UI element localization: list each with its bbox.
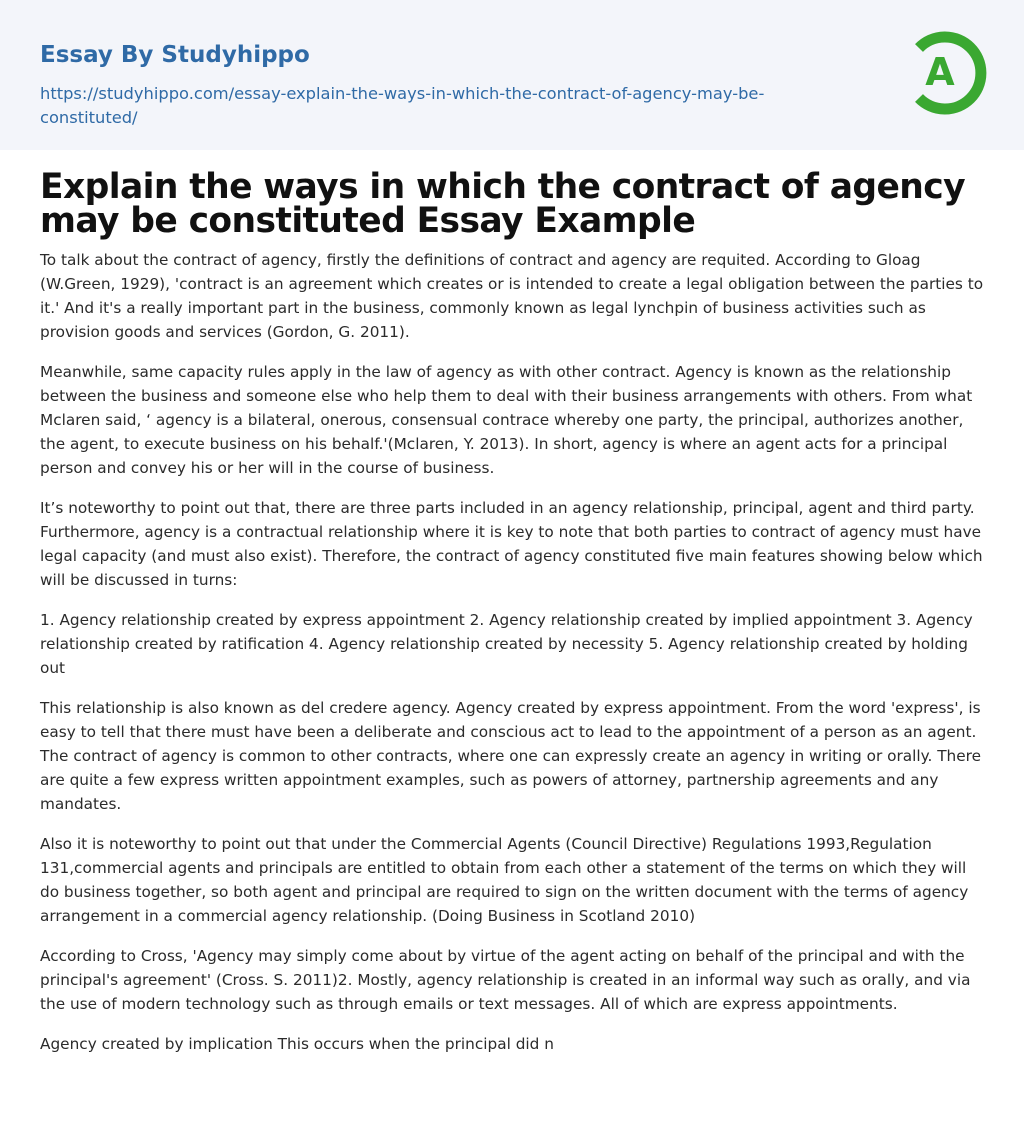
essay-title: [40, 167, 990, 241]
essay-content: [40, 167, 990, 1072]
essay-paragraph-6: Also it is noteworthy to point out that under the Commercial Agents (Council Directive) Regulations 1993,Regulation 131,commercial agents and principals are entitled to obtain from each other a statement of the terms on which they will do business together, so both agent and principal are required to sign on the written document with the terms of agency arrangement in a commercial agency relationship. (Doing Business in Scotland 2010): [40, 835, 969, 925]
essay-title-line-2: may be constituted Essay Example: [40, 201, 696, 241]
url-line-2: constituted/: [40, 108, 138, 127]
essay-paragraph-2: Meanwhile, same capacity rules apply in the law of agency as with other contract. Agency is known as the relationship between the business and someone else who help them to deal with their business arrangements with others. From what Mclaren said, ‘ agency is a bilateral, onerous, consensual contrace whereby one party, the principal, authorizes another, the agent, to execute business on his behalf.'(Mclaren, Y. 2013). In short, agency is where an agent acts for a principal person and convey his or her will in the course of business.: [40, 363, 973, 477]
essay-paragraph-5: This relationship is also known as del credere agency. Agency created by express appointment. From the word 'express', is easy to tell that there must have been a deliberate and conscious act to lead to the appointment of a person as an agent. The contract of agency is common to other contracts, where one can expressly create an agency in writing or orally. There are quite a few express written appointment examples, such as powers of attorney, partnership agreements and any mandates.: [40, 699, 982, 813]
essay-paragraph-8: Agency created by implication This occurs when the principal did n: [40, 1035, 554, 1053]
essay-paragraph-3: It’s noteworthy to point out that, there are three parts included in an agency relationship, principal, agent and third party. Furthermore, agency is a contractual relationship where it is key to note that both parties to contract of agency must have legal capacity (and must also exist). Therefore, the contract of agency constituted five main features showing below which will be discussed in turns:: [40, 499, 983, 589]
essay-url-link[interactable]: [40, 82, 840, 130]
url-line-1: https://studyhippo.com/essay-explain-the-ways-in-which-the-contract-of-agency-may-be-: [40, 84, 765, 103]
essay-title-line-1: Explain the ways in which the contract of agency: [40, 167, 966, 207]
essay-paragraph-1: To talk about the contract of agency, firstly the definitions of contract and agency are requited. According to Gloag (W.Green, 1929), 'contract is an agreement which creates or is intended to create a legal obligation between the parties to it.' And it's a really important part in the business, commonly known as legal lynchpin of business activities such as provision goods and services (Gordon, G. 2011).: [40, 251, 984, 341]
studyhippo-logo-icon[interactable]: [905, 28, 991, 118]
site-title[interactable]: Essay By Studyhippo: [40, 42, 310, 68]
logo-letter: A: [925, 50, 955, 94]
essay-paragraph-7: According to Cross, 'Agency may simply come about by virtue of the agent acting on behalf of the principal and with the principal's agreement' (Cross. S. 2011)2. Mostly, agency relationship is created in an informal way such as orally, and via the use of modern technology such as through emails or text messages. All of which are express appointments.: [40, 947, 971, 1013]
site-header: [0, 0, 1024, 150]
essay-paragraph-4: 1. Agency relationship created by express appointment 2. Agency relationship created by implied appointment 3. Agency relationship created by ratification 4. Agency relationship created by necessity 5. Agency relationship created by holding out: [40, 611, 973, 677]
